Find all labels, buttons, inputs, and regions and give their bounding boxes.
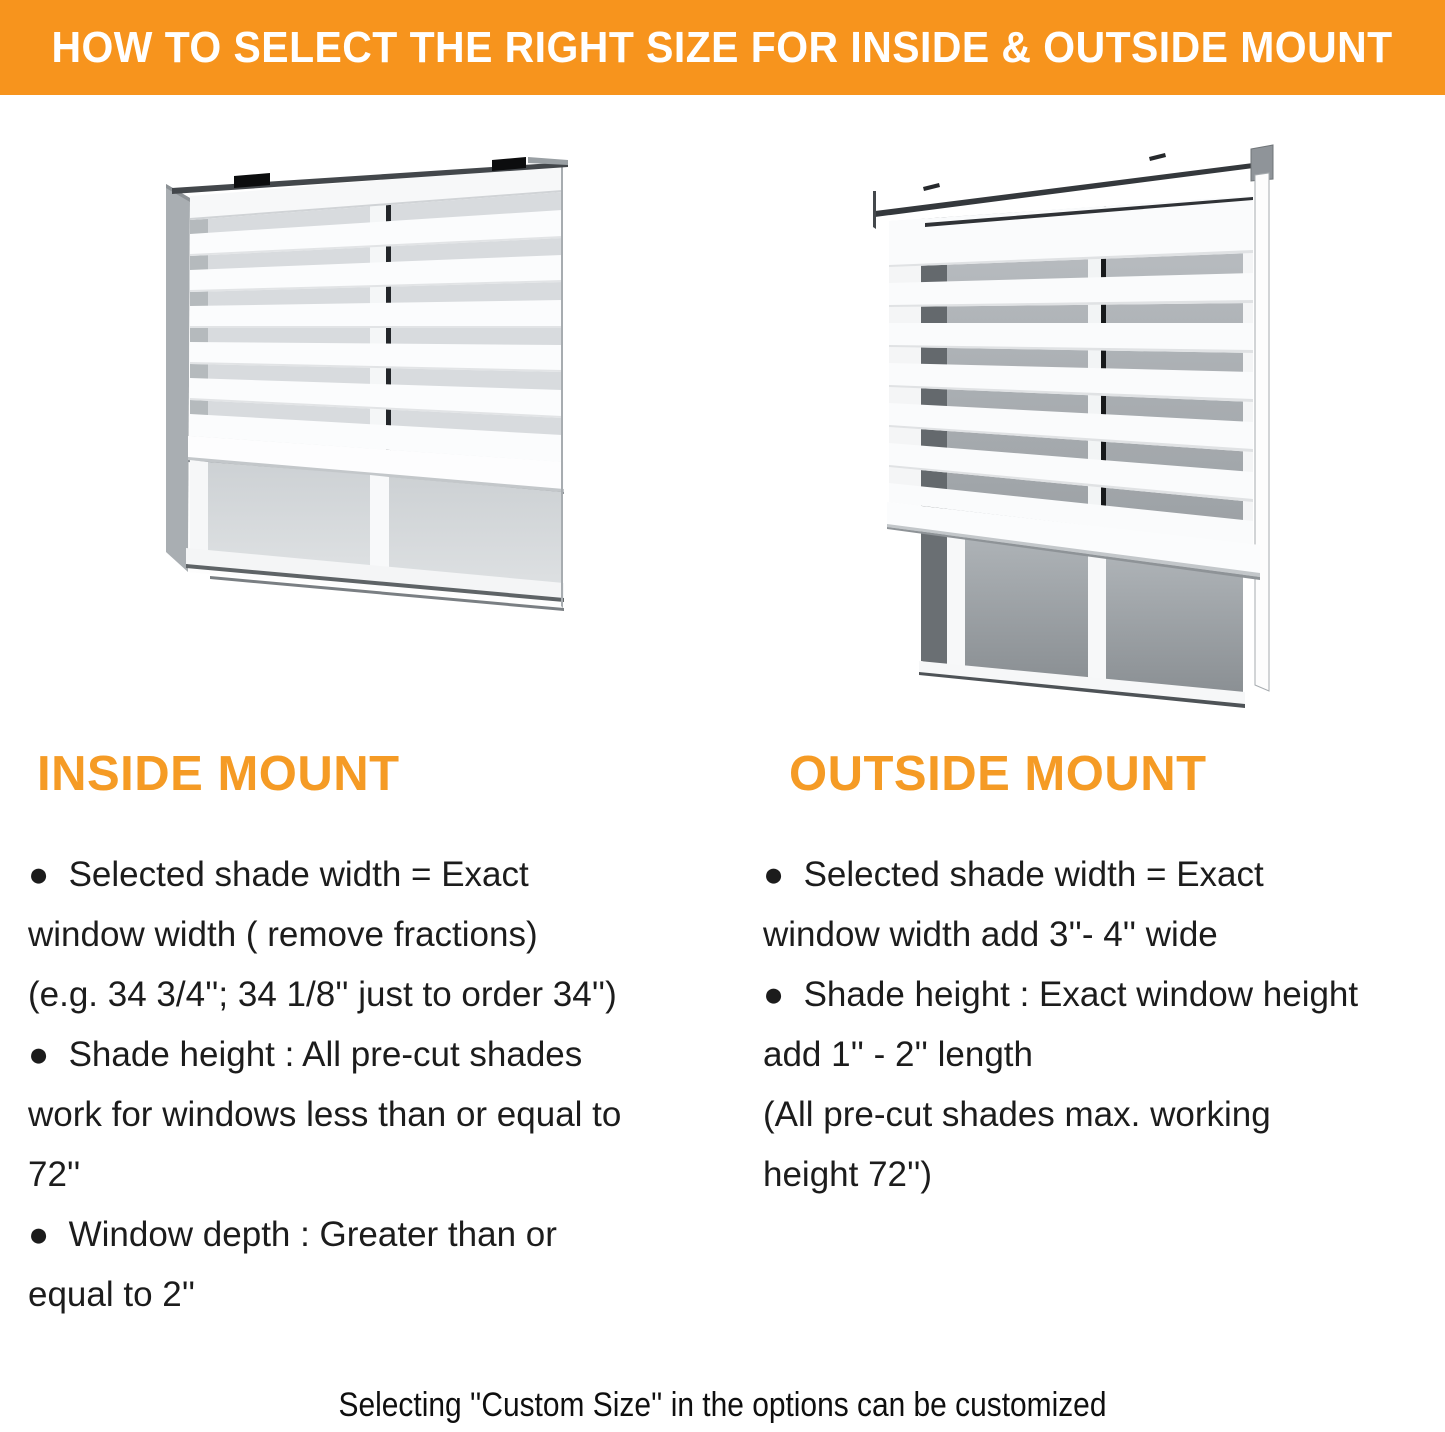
spec-line: work for windows less than or equal to: [28, 1095, 622, 1134]
outside-mount-window-drawing: [845, 135, 1325, 735]
spec-line: equal to 2'': [28, 1275, 196, 1314]
spec-line: (e.g. 34 3/4''; 34 1/8'' just to order 34''): [28, 975, 617, 1014]
spec-line: ● Shade height : Exact window height: [763, 975, 1359, 1014]
inside-mount-specs: [28, 845, 728, 1325]
spec-line: ● Selected shade width = Exact: [28, 855, 529, 894]
inside-mount-illustration: [150, 140, 640, 730]
spec-line: height 72''): [763, 1155, 933, 1194]
inside-mount-window-drawing: [150, 140, 640, 730]
footer-note: Selecting ''Custom Size'' in the options can be customized: [338, 1386, 1107, 1424]
spec-line: ● Selected shade width = Exact: [763, 855, 1264, 894]
spec-line: (All pre-cut shades max. working: [763, 1095, 1271, 1134]
inside-mount-heading: INSIDE MOUNT: [37, 747, 400, 801]
spec-line: ● Shade height : All pre-cut shades: [28, 1035, 583, 1074]
spec-line: window width ( remove fractions): [28, 915, 538, 954]
outside-mount-illustration: [845, 135, 1325, 735]
page-title: HOW TO SELECT THE RIGHT SIZE FOR INSIDE & OUTSIDE MOUNT: [51, 22, 1394, 72]
outside-mount-heading: OUTSIDE MOUNT: [789, 747, 1207, 801]
header-banner: [0, 0, 1445, 95]
outside-mount-specs: [763, 845, 1433, 1205]
spec-line: add 1'' - 2'' length: [763, 1035, 1033, 1074]
spec-line: ● Window depth : Greater than or: [28, 1215, 557, 1254]
spec-line: 72'': [28, 1155, 81, 1194]
spec-line: window width add 3''- 4'' wide: [763, 915, 1218, 954]
